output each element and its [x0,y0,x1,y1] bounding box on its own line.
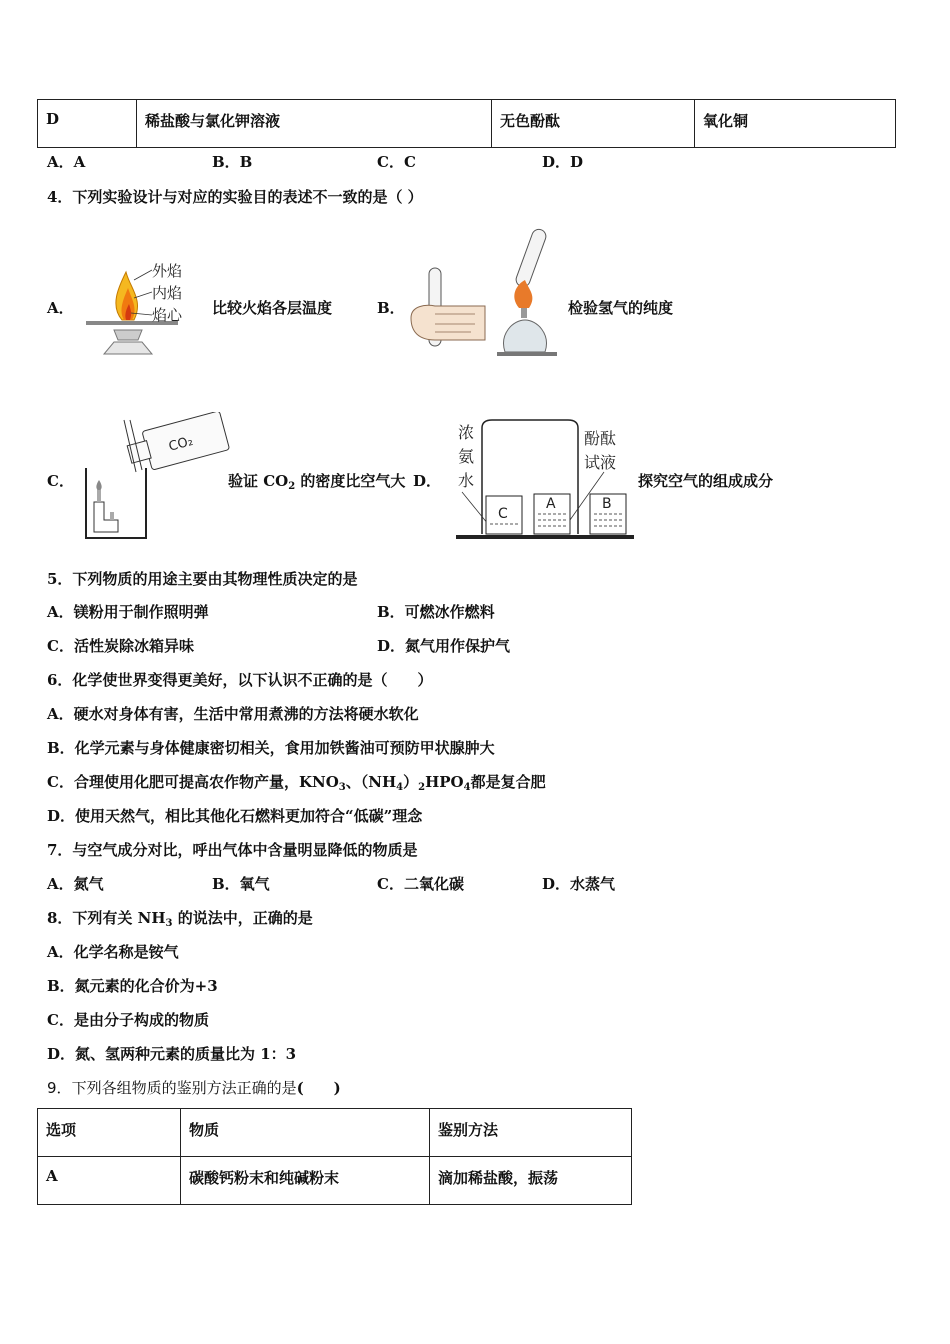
q6-option-b[interactable]: B．化学元素与身体健康密切相关，食用加铁酱油可预防甲状腺肿大 [47,739,495,757]
co2-bottle-label: CO₂ [167,433,195,455]
q9-table-header: 鉴别方法 [430,1109,632,1157]
q3-options [47,151,583,172]
phenolphthalein-label-1: 酚酞 [584,429,617,448]
q3-option-b[interactable]: B．B [212,153,253,171]
q3-option-a[interactable]: A．A [47,153,86,171]
ammonia-label-1: 浓 [458,423,475,442]
hydrogen-test-figure [405,222,565,362]
q9-table-cell: A [38,1157,181,1205]
q7-option-a[interactable]: A．氮气 [47,875,104,893]
q4-option-b-label[interactable]: B． [377,299,405,317]
q7-option-c[interactable]: C．二氧化碳 [377,875,464,893]
q8-option-c[interactable]: C．是由分子构成的物质 [47,1011,209,1029]
q9-table-header: 选项 [38,1109,181,1157]
q4-option-a-label[interactable]: A． [47,299,74,317]
q7-option-b[interactable]: B．氧气 [212,875,270,893]
q3-table-cell: 稀盐酸与氯化钾溶液 [137,100,492,148]
q8-stem: 8．下列有关 $NH_3$ 的说法中，正确的是 [47,909,313,929]
q8-option-d[interactable]: D．氮、氢两种元素的质量比为 1：3 [47,1045,297,1063]
q4-option-d-label[interactable]: D． [413,472,442,490]
q9-table-cell: 碳酸钙粉末和纯碱粉末 [181,1157,430,1205]
q7-options [47,873,615,894]
q9-table-cell: 滴加稀盐酸，振荡 [430,1157,632,1205]
q4-option-b-text: 检验氢气的纯度 [568,299,674,317]
q9-table-header: 物质 [181,1109,430,1157]
q6-option-a[interactable]: A．硬水对身体有害，生活中常用煮沸的方法将硬水软化 [47,705,419,723]
q4-option-c-text: 验证 $CO_2$ 的密度比空气大 [228,472,406,492]
ammonia-label-3: 水 [458,471,475,490]
flame-inner-label: 内焰 [152,284,183,302]
q3-table-cell: D [38,100,137,148]
q5-option-d[interactable]: D．氮气用作保护气 [377,637,511,655]
q9-stem: 9．下列各组物质的鉴别方法正确的是( ) [47,1079,341,1097]
q7-stem: 7．与空气成分对比，呼出气体中含量明显降低的物质是 [47,841,418,859]
q3-table-cell: 无色酚酞 [492,100,695,148]
q7-option-d[interactable]: D．水蒸气 [542,875,616,893]
q4-option-d-text: 探究空气的组成成分 [638,472,774,490]
beaker-c-label: C [498,506,508,522]
q5-option-a[interactable]: A．镁粉用于制作照明弹 [47,603,209,621]
q8-option-a[interactable]: A．化学名称是铵气 [47,943,179,961]
q5-option-b[interactable]: B．可燃冰作燃料 [377,603,495,621]
q5-stem: 5．下列物质的用途主要由其物理性质决定的是 [47,570,358,588]
q6-option-d[interactable]: D．使用天然气，相比其他化石燃料更加符合“低碳”理念 [47,807,423,825]
q4-option-c-label[interactable]: C． [47,472,74,490]
phenolphthalein-label-2: 试液 [584,453,617,472]
q8-option-b[interactable]: B．氮元素的化合价为+3 [47,977,218,995]
q3-table [37,99,896,148]
ammonia-label-2: 氨 [458,447,475,466]
q4-stem: 4．下列实验设计与对应的实验目的表述不一致的是（ ） [47,188,423,206]
flame-figure [82,258,192,358]
q9-table [37,1108,632,1205]
co2-density-figure [80,412,230,542]
q3-table-cell: 氧化铜 [695,100,896,148]
q5-option-c[interactable]: C．活性炭除冰箱异味 [47,637,194,655]
q3-option-c[interactable]: C．C [377,153,416,171]
beaker-a-label: A [546,496,556,512]
ammonia-diffusion-figure [448,414,638,544]
q6-stem: 6．化学使世界变得更美好，以下认识不正确的是（ ） [47,671,433,689]
q3-option-d[interactable]: D．D [542,153,584,171]
q4-option-a-text: 比较火焰各层温度 [212,299,333,317]
beaker-b-label: B [602,496,612,512]
q6-option-c[interactable]: C．合理使用化肥可提高农作物产量，$KNO_3$、$(NH_4)_2HPO_4$都是复合肥 [47,773,546,793]
flame-outer-label: 外焰 [152,262,183,280]
flame-core-label: 焰心 [152,306,183,324]
